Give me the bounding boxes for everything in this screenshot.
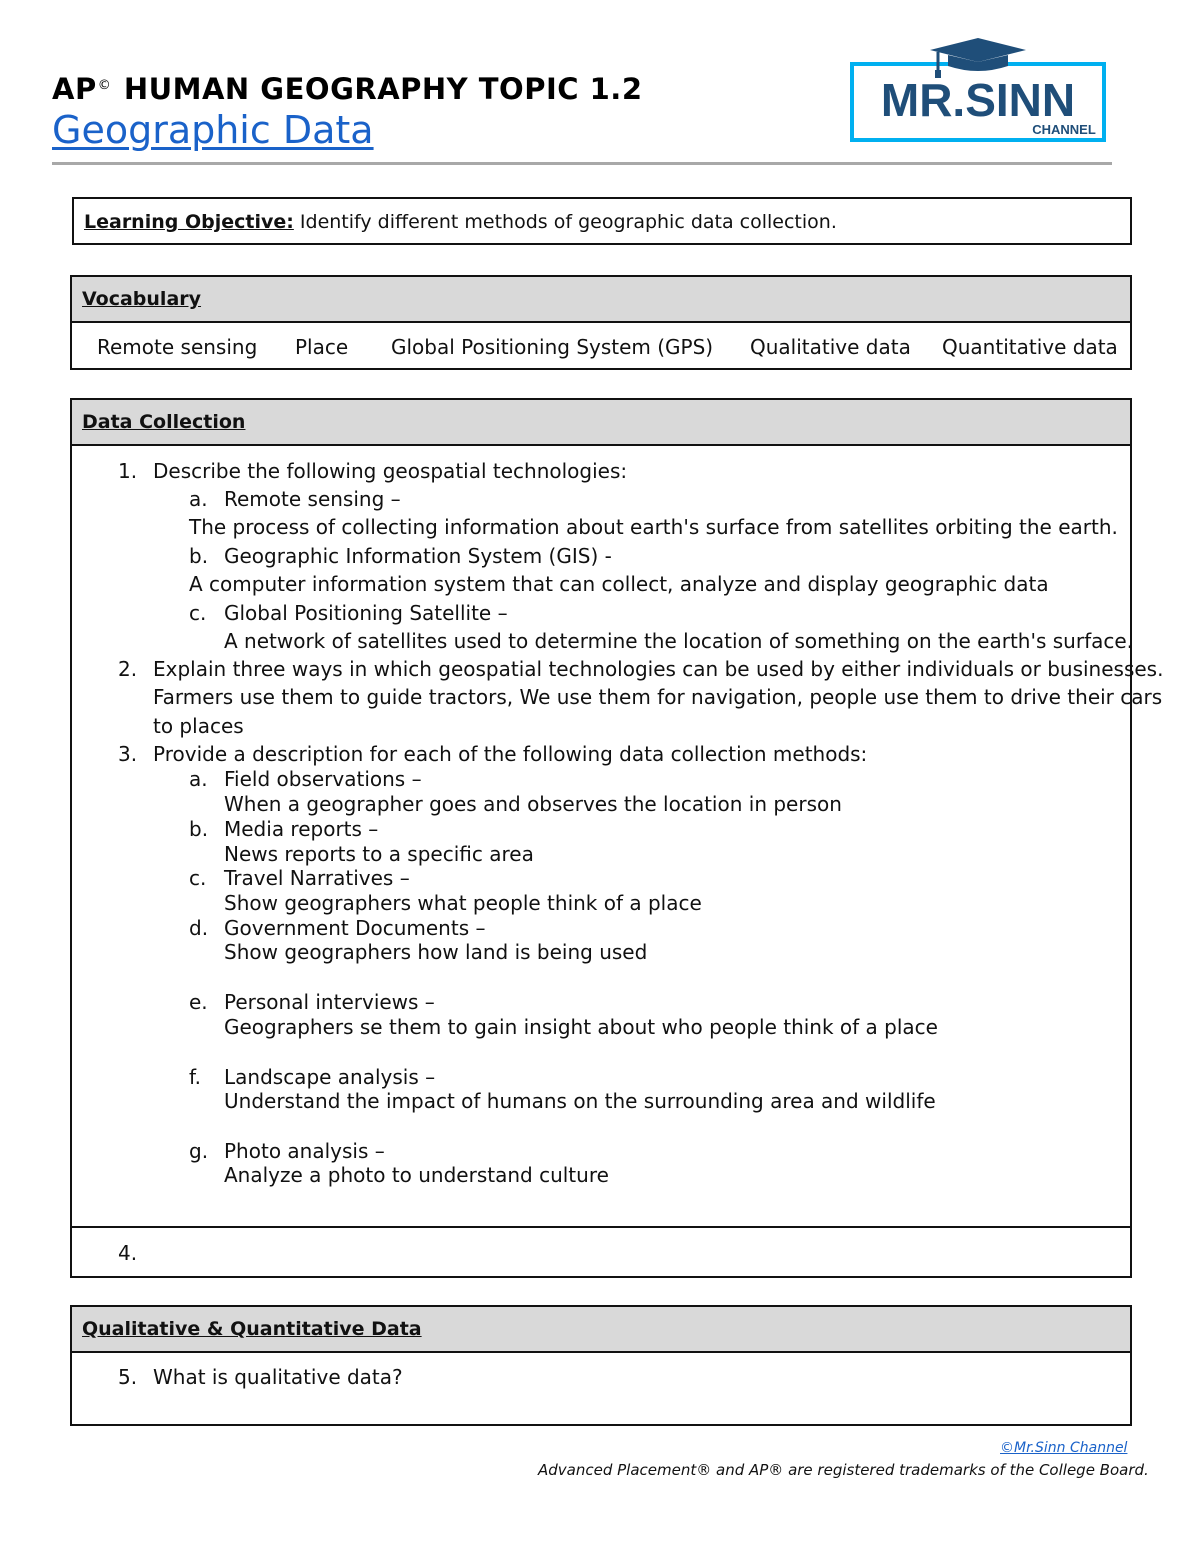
sub-marker: c. <box>189 866 207 890</box>
data-collection-section <box>70 398 1164 1278</box>
sub-question: Geographic Information System (GIS) - <box>224 544 612 568</box>
sub-marker: f. <box>189 1065 201 1089</box>
copyright-link[interactable]: ©Mr.Sinn Channel <box>1000 1440 1128 1456</box>
vocabulary-section <box>70 275 1132 370</box>
objective-text: Identify different methods of geographic data collection. <box>299 211 837 233</box>
sub-marker: b. <box>189 544 209 568</box>
sub-question: Landscape analysis – <box>224 1065 436 1089</box>
learning-objective <box>72 197 1132 245</box>
question-text: Describe the following geospatial technologies: <box>153 459 628 483</box>
logo-main-text: MR.SINN <box>880 74 1076 126</box>
vocabulary-heading: Vocabulary <box>72 277 1130 323</box>
answer-text: A network of satellites used to determine the location of something on the earth's surface. <box>224 629 1134 653</box>
answer-text: When a geographer goes and observes the location in person <box>224 792 842 816</box>
header-divider <box>52 162 1112 165</box>
sub-question: Remote sensing – <box>224 487 401 511</box>
sub-question: Government Documents – <box>224 916 486 940</box>
qualitative-quantitative-section <box>70 1305 1132 1426</box>
answer-text: A computer information system that can collect, analyze and display geographic data <box>189 572 1049 596</box>
course-heading <box>52 72 643 106</box>
qualitative-body <box>72 1353 1130 1425</box>
vocab-term: Place <box>295 335 349 359</box>
question-number: 4. <box>118 1241 138 1265</box>
sub-marker: d. <box>189 916 209 940</box>
mr-sinn-logo <box>850 38 1106 142</box>
answer-text: News reports to a specific area <box>224 842 534 866</box>
answer-text: Analyze a photo to understand culture <box>224 1163 609 1187</box>
objective-label: Learning Objective: <box>84 211 294 233</box>
sub-question: Photo analysis – <box>224 1139 385 1163</box>
sub-marker: g. <box>189 1139 209 1163</box>
course-prefix: AP <box>52 72 97 106</box>
vocabulary-terms <box>72 323 1130 369</box>
sub-marker: a. <box>189 767 208 791</box>
answer-text: The process of collecting information about earth's surface from satellites orbiting the earth. <box>189 515 1118 539</box>
question-number: 1. <box>118 459 138 483</box>
qualitative-heading: Qualitative & Quantitative Data <box>72 1307 1130 1353</box>
data-collection-heading: Data Collection <box>72 400 1130 446</box>
question-number: 2. <box>118 657 138 681</box>
answer-text: Understand the impact of humans on the surrounding area and wildlife <box>224 1089 936 1113</box>
vocab-term: Global Positioning System (GPS) <box>391 335 714 359</box>
question-text: What is qualitative data? <box>153 1365 403 1389</box>
sub-question: Media reports – <box>224 817 379 841</box>
question-number: 5. <box>118 1365 138 1389</box>
sub-marker: e. <box>189 990 208 1014</box>
answer-text: Show geographers how land is being used <box>224 940 648 964</box>
question-number: 3. <box>118 742 138 766</box>
sub-question: Global Positioning Satellite – <box>224 601 508 625</box>
sub-question: Personal interviews – <box>224 990 435 1014</box>
sub-marker: a. <box>189 487 208 511</box>
question-4-row <box>72 1228 1130 1278</box>
question-text: Provide a description for each of the following data collection methods: <box>153 742 868 766</box>
sub-marker: b. <box>189 817 209 841</box>
answer-text: Farmers use them to guide tractors, We use them for navigation, people use them to drive their cars <box>153 685 1163 709</box>
answer-text: Show geographers what people think of a place <box>224 891 702 915</box>
logo-sub-text: CHANNEL <box>1032 122 1096 137</box>
question-text: Explain three ways in which geospatial technologies can be used by either individuals or businesses. <box>153 657 1164 681</box>
course-mark: © <box>97 78 112 93</box>
course-suffix: HUMAN GEOGRAPHY TOPIC 1.2 <box>123 72 643 106</box>
data-collection-body <box>72 446 1164 1228</box>
sub-marker: c. <box>189 601 207 625</box>
vocab-term: Remote sensing <box>97 335 258 359</box>
answer-text: Geographers se them to gain insight about who people think of a place <box>224 1015 938 1039</box>
trademark-note: Advanced Placement® and AP® are registered trademarks of the College Board. <box>538 1461 1149 1479</box>
answer-text: to places <box>153 714 244 738</box>
sub-question: Field observations – <box>224 767 422 791</box>
vocab-term: Quantitative data <box>942 335 1118 359</box>
page-title: Geographic Data <box>52 108 374 152</box>
sub-question: Travel Narratives – <box>224 866 410 890</box>
vocab-term: Qualitative data <box>750 335 911 359</box>
